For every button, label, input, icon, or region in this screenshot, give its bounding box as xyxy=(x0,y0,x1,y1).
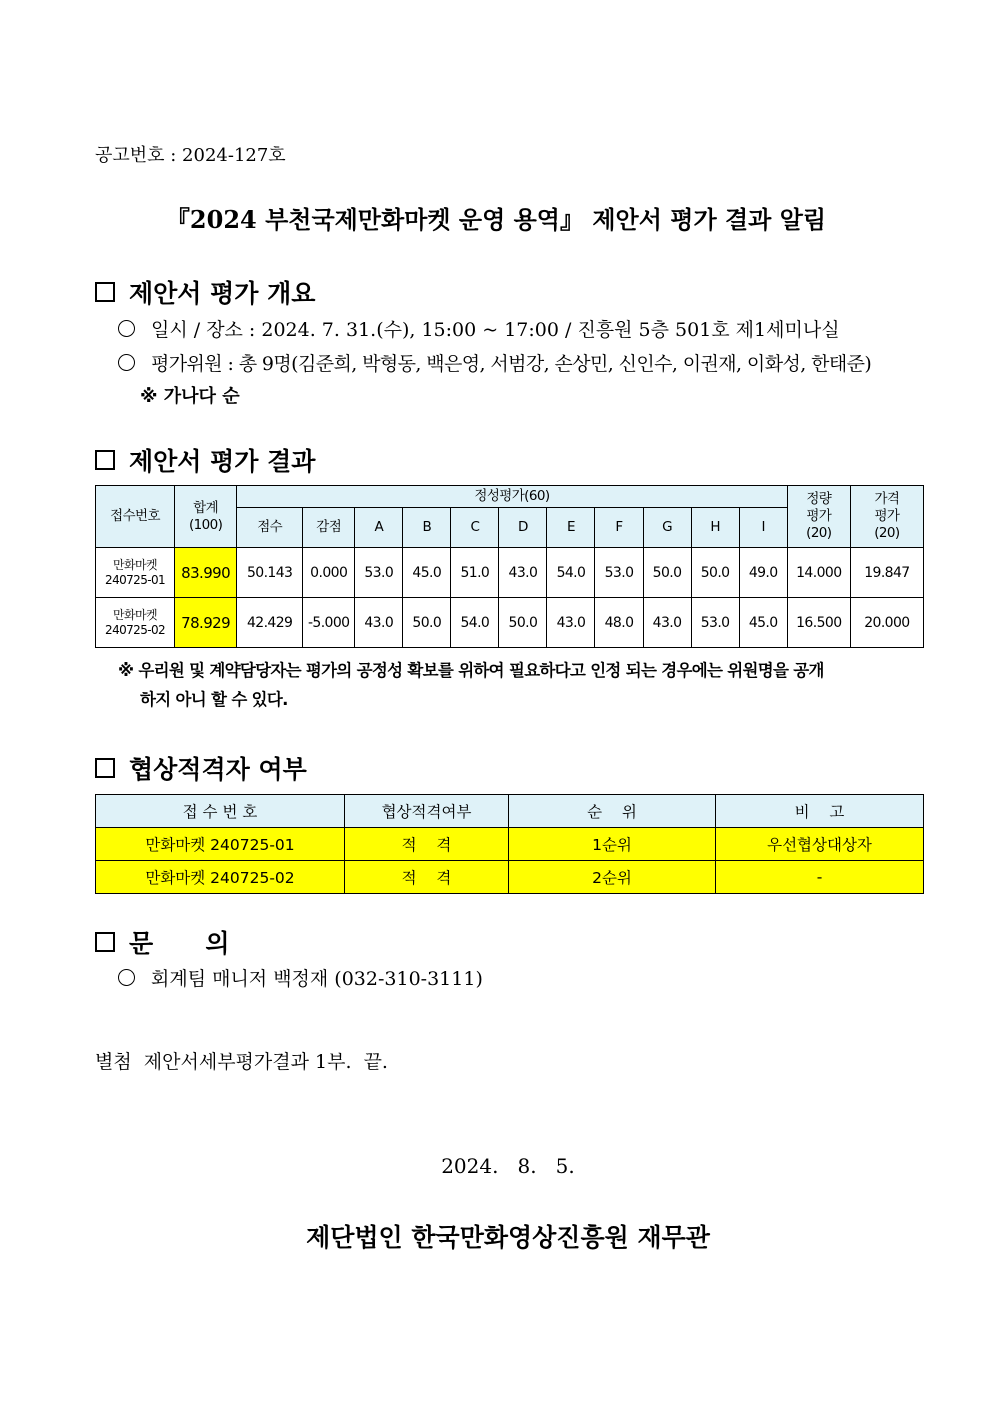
cell-deduction: 0.000 xyxy=(303,548,355,598)
section-title: 제안서 평가 결과 xyxy=(129,447,316,476)
section-heading-inquiry xyxy=(95,924,230,960)
cell-deduction: -5.000 xyxy=(303,598,355,648)
cell-a: 43.0 xyxy=(355,598,403,648)
header-e: E xyxy=(547,508,595,548)
cell-f: 48.0 xyxy=(595,598,643,648)
cell-eligibility: 적 격 xyxy=(345,861,509,894)
checkbox-square-icon xyxy=(95,282,115,302)
section-heading-overview xyxy=(95,274,315,310)
cell-b: 45.0 xyxy=(403,548,451,598)
cell-e: 54.0 xyxy=(547,548,595,598)
cell-d: 50.0 xyxy=(499,598,547,648)
cell-h: 53.0 xyxy=(691,598,739,648)
header-remarks: 비 고 xyxy=(716,795,924,828)
cell-price: 19.847 xyxy=(850,548,923,598)
note-line-2: 하지 아니 할 수 있다. xyxy=(140,690,288,709)
circle-bullet-icon xyxy=(118,320,135,337)
header-receipt-no: 접수번호 xyxy=(96,486,175,548)
header-g: G xyxy=(643,508,691,548)
issuer-name: 제단법인 한국만화영상진흥원 재무관 xyxy=(306,1223,710,1252)
section-heading-negotiation xyxy=(95,750,307,786)
circle-bullet-icon xyxy=(118,969,135,986)
cell-quantitative: 16.500 xyxy=(787,598,850,648)
cell-receipt: 만화마켓 240725-01 xyxy=(96,548,175,598)
header-f: F xyxy=(595,508,643,548)
item-text: 회계팀 매니저 백정재 (032-310-3111) xyxy=(151,968,483,990)
cell-total: 83.990 xyxy=(175,548,237,598)
cell-g: 50.0 xyxy=(643,548,691,598)
header-i: I xyxy=(739,508,787,548)
checkbox-square-icon xyxy=(95,932,115,952)
cell-price: 20.000 xyxy=(850,598,923,648)
header-d: D xyxy=(499,508,547,548)
notice-number: 공고번호 : 2024-127호 xyxy=(95,145,286,166)
cell-e: 43.0 xyxy=(547,598,595,648)
cell-a: 53.0 xyxy=(355,548,403,598)
header-rank: 순 위 xyxy=(509,795,716,828)
table-row xyxy=(96,861,924,894)
document-date: 2024. 8. 5. xyxy=(441,1154,575,1178)
document-title: 『2024 부천국제만화마켓 운영 용역』 제안서 평가 결과 알림 xyxy=(165,205,827,234)
cell-i: 45.0 xyxy=(739,598,787,648)
cell-eligibility: 적 격 xyxy=(345,828,509,861)
item-text: 일시 / 장소 : 2024. 7. 31.(수), 15:00 ~ 17:00 / 진흥원 5층 501호 제1세미나실 xyxy=(151,319,840,341)
header-receipt-no: 접 수 번 호 xyxy=(96,795,345,828)
item-contact xyxy=(118,964,483,991)
cell-receipt: 만화마켓 240725-02 xyxy=(96,598,175,648)
cell-rank: 2순위 xyxy=(509,861,716,894)
item-date-place xyxy=(118,315,840,342)
cell-quantitative: 14.000 xyxy=(787,548,850,598)
cell-d: 43.0 xyxy=(499,548,547,598)
cell-receipt: 만화마켓 240725-01 xyxy=(96,828,345,861)
cell-h: 50.0 xyxy=(691,548,739,598)
cell-remarks: 우선협상대상자 xyxy=(716,828,924,861)
header-h: H xyxy=(691,508,739,548)
header-eligibility: 협상적격여부 xyxy=(345,795,509,828)
evaluation-results-table xyxy=(95,485,924,648)
order-note: ※ 가나다 순 xyxy=(140,386,240,407)
cell-rank: 1순위 xyxy=(509,828,716,861)
item-text: 평가위원 : 총 9명(김준희, 박형동, 백은영, 서범강, 손상민, 신인수, 이권재, 이화성, 한태준) xyxy=(151,353,872,375)
cell-remarks: - xyxy=(716,861,924,894)
circle-bullet-icon xyxy=(118,354,135,371)
section-heading-results xyxy=(95,442,315,478)
header-b: B xyxy=(403,508,451,548)
header-total: 합계 (100) xyxy=(175,486,237,548)
cell-b: 50.0 xyxy=(403,598,451,648)
cell-g: 43.0 xyxy=(643,598,691,648)
committee-disclosure-note xyxy=(118,656,924,714)
cell-score: 42.429 xyxy=(237,598,303,648)
cell-total: 78.929 xyxy=(175,598,237,648)
cell-f: 53.0 xyxy=(595,548,643,598)
table-row xyxy=(96,828,924,861)
section-title: 협상적격자 여부 xyxy=(129,755,307,784)
cell-i: 49.0 xyxy=(739,548,787,598)
attachment-line: 별첨 제안서세부평가결과 1부. 끝. xyxy=(95,1051,388,1073)
header-quantitative: 정량 평가 (20) xyxy=(787,486,850,548)
cell-c: 54.0 xyxy=(451,598,499,648)
header-deduction: 감점 xyxy=(303,508,355,548)
cell-receipt: 만화마켓 240725-02 xyxy=(96,861,345,894)
section-title: 제안서 평가 개요 xyxy=(129,279,316,308)
header-qualitative: 정성평가(60) xyxy=(237,486,788,508)
table-row xyxy=(96,598,924,648)
cell-c: 51.0 xyxy=(451,548,499,598)
item-evaluators xyxy=(118,349,871,376)
table-row xyxy=(96,548,924,598)
section-title: 문 의 xyxy=(129,929,230,958)
cell-score: 50.143 xyxy=(237,548,303,598)
header-c: C xyxy=(451,508,499,548)
note-line-1: ※ 우리원 및 계약담당자는 평가의 공정성 확보를 위하여 필요하다고 인정 되는 경우에는 위원명을 공개 xyxy=(118,661,824,680)
checkbox-square-icon xyxy=(95,450,115,470)
header-score: 점수 xyxy=(237,508,303,548)
negotiation-eligibility-table xyxy=(95,794,924,894)
checkbox-square-icon xyxy=(95,758,115,778)
header-a: A xyxy=(355,508,403,548)
header-price: 가격 평가 (20) xyxy=(850,486,923,548)
